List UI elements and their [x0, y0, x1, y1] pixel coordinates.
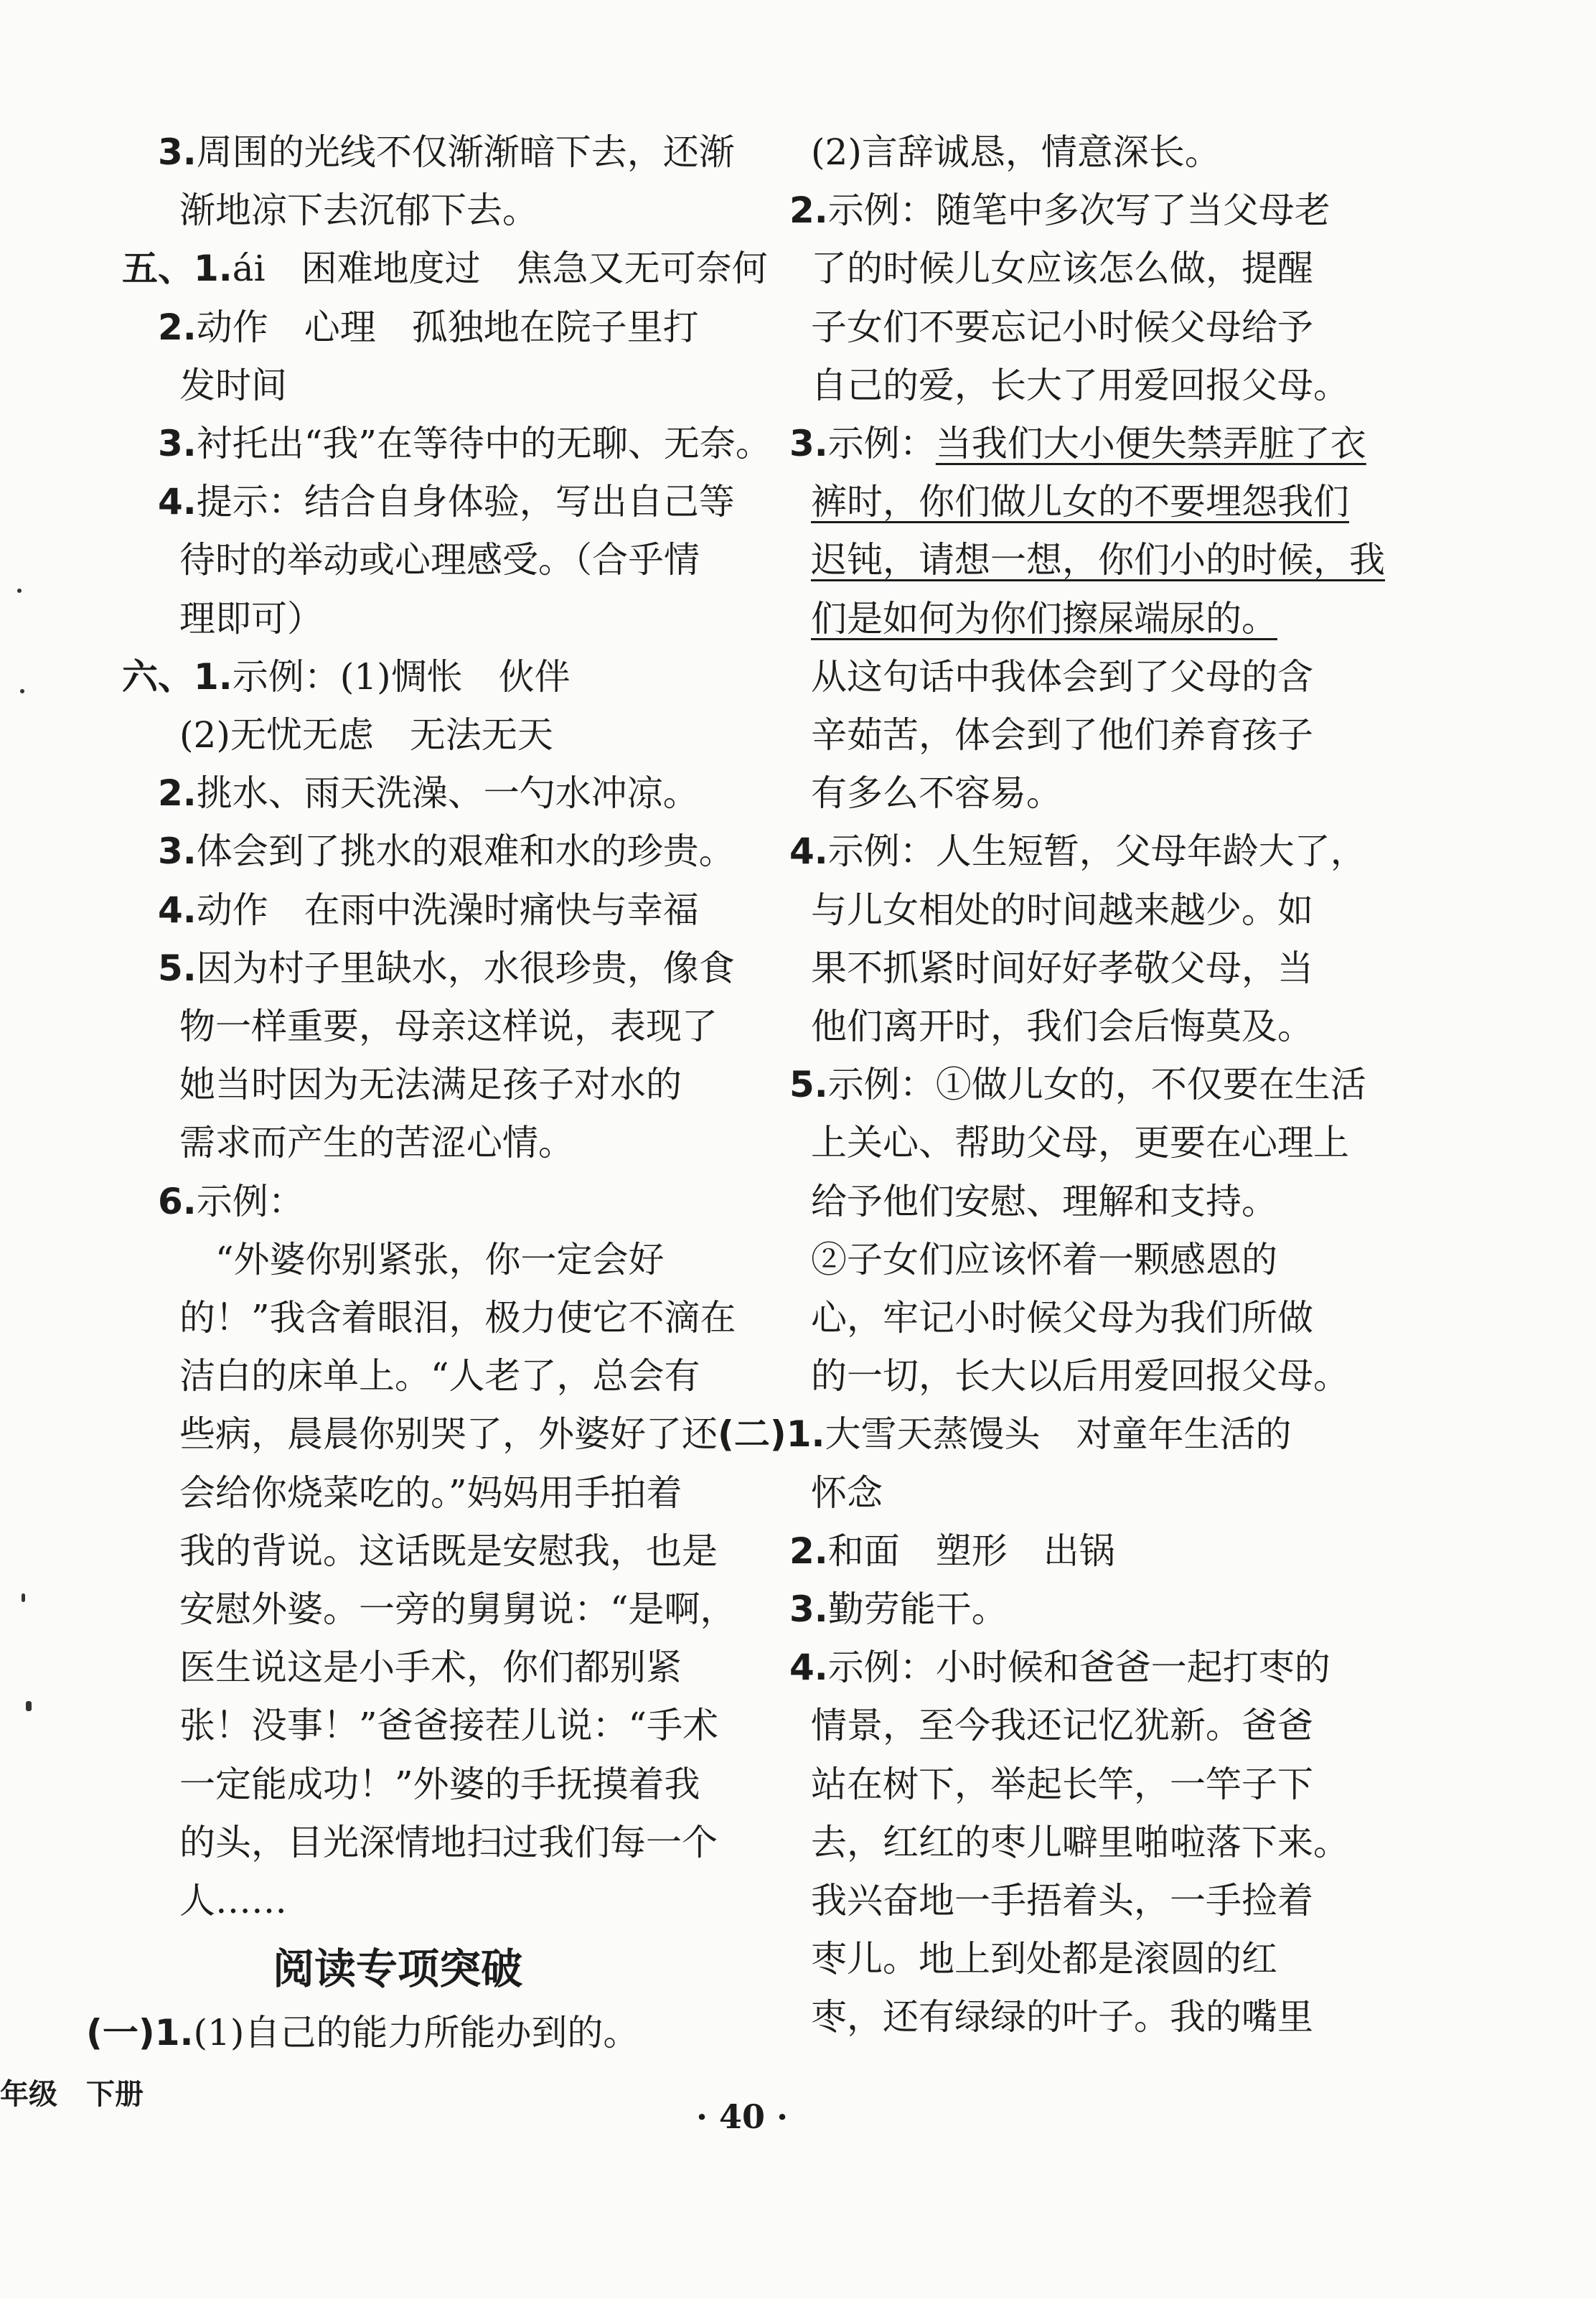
- answer-line: [179, 1062, 682, 1108]
- answer-text: 渐地凉下去沉郁下去。: [179, 189, 538, 232]
- answer-text: ái 困难地度过 焦急又无可奈何: [232, 248, 768, 290]
- answer-line: [179, 1586, 736, 1632]
- answer-line: [811, 945, 1313, 991]
- item-number: (一)1.: [86, 2012, 194, 2054]
- answer-text: 洁白的床单上。“人老了，总会有: [179, 1355, 700, 1397]
- answer-text: 示例：: [827, 423, 936, 464]
- item-number: 2.: [789, 1530, 828, 1572]
- answer-line: [158, 1179, 304, 1225]
- answer-line: [158, 887, 699, 933]
- answer-text: 自己的爱，长大了用爱回报父母。: [811, 364, 1349, 406]
- item-number: 2.: [158, 772, 197, 815]
- scan-speck: [17, 589, 22, 593]
- answer-line: [789, 828, 1366, 874]
- answer-line: [179, 1295, 736, 1341]
- answer-text: (2)言辞诚恳，情意深长。: [811, 131, 1221, 173]
- answer-text: 我兴奋地一手捂着头，一手捡着: [811, 1880, 1313, 1921]
- item-number: 六、1.: [122, 655, 233, 698]
- answer-line: [158, 945, 735, 991]
- answer-text: 去，红红的枣儿噼里啪啦落下来。: [811, 1821, 1349, 1863]
- answer-text: 示例：(1)惆怅 伙伴: [232, 655, 571, 698]
- answer-line: [158, 421, 771, 467]
- answer-line: [179, 1470, 682, 1516]
- answer-line: [179, 1528, 718, 1574]
- underlined-quote: 迟钝，请想一想，你们小的时候，我: [811, 539, 1385, 581]
- item-number: (二)1.: [718, 1413, 825, 1456]
- answer-line: [811, 1353, 1349, 1399]
- answer-text: 理即可）: [179, 597, 323, 640]
- answer-line: [811, 1878, 1313, 1924]
- answer-text: 心，牢记小时候父母为我们所做: [811, 1297, 1313, 1339]
- answer-text: 示例：人生短暂，父母年龄大了，: [827, 830, 1366, 873]
- item-number: 3.: [789, 1588, 828, 1630]
- answer-line: [789, 187, 1330, 233]
- page-number: · 40 ·: [696, 2097, 789, 2136]
- answer-line: [811, 1295, 1313, 1341]
- answer-line: [811, 654, 1313, 700]
- answer-text: 一定能成功！”外婆的手抚摸着我: [179, 1763, 700, 1805]
- answer-text: 动作 在雨中洗澡时痛快与幸福: [196, 889, 699, 931]
- underlined-quote: 裤时，你们做儿女的不要埋怨我们: [811, 481, 1349, 523]
- answer-line: [811, 1120, 1349, 1166]
- answer-line: [179, 1761, 700, 1807]
- answer-text: 她当时因为无法满足孩子对水的: [179, 1064, 682, 1106]
- item-number: 4.: [158, 889, 197, 931]
- answer-text: 人……: [179, 1880, 287, 1921]
- answer-line: [789, 421, 1366, 467]
- answer-line: [179, 1878, 287, 1924]
- item-number: 五、1.: [122, 248, 233, 290]
- answer-text: 待时的举动或心理感受。（合乎情: [179, 539, 700, 581]
- answer-line: [811, 1820, 1349, 1865]
- answer-text: 提示：结合自身体验，写出自己等: [196, 481, 735, 523]
- answer-line: [158, 770, 699, 816]
- answer-text: 有多么不容易。: [811, 772, 1062, 815]
- answer-line: [789, 1644, 1330, 1690]
- item-number: 4.: [789, 830, 828, 873]
- answer-line: [811, 1936, 1277, 1982]
- answer-text: 子女们不要忘记小时候父母给予: [811, 306, 1313, 348]
- answer-line: [811, 1179, 1277, 1225]
- answer-line: [811, 1470, 883, 1516]
- underlined-quote: 当我们大小便失禁弄脏了衣: [935, 423, 1366, 464]
- answer-line: [179, 187, 538, 233]
- answer-text: 了的时候儿女应该怎么做，提醒: [811, 248, 1313, 290]
- answer-text: 会给你烧菜吃的。”妈妈用手拍着: [179, 1471, 682, 1514]
- item-number: 2.: [789, 189, 828, 232]
- item-number: 4.: [789, 1647, 828, 1689]
- answer-text: (1)自己的能力所能办到的。: [193, 2012, 639, 2054]
- answer-text: 怀念: [811, 1471, 883, 1514]
- answer-text: 医生说这是小手术，你们都别紧: [179, 1647, 682, 1689]
- answer-line: [811, 1703, 1313, 1748]
- footer-grade-volume: 年级 下册: [0, 2078, 144, 2111]
- answer-text: (2)无忧无虑 无法无天: [179, 714, 553, 756]
- answer-text: 示例：: [196, 1180, 304, 1222]
- answer-line: [158, 479, 735, 525]
- answer-text: 动作 心理 孤独地在院子里打: [196, 306, 699, 348]
- answer-text: 给予他们安慰、理解和支持。: [811, 1180, 1277, 1222]
- answer-line: [158, 828, 735, 874]
- answer-line: [179, 1820, 718, 1865]
- answer-line: [811, 596, 1277, 642]
- answer-text: 物一样重要，母亲这样说，表现了: [179, 1006, 718, 1047]
- item-number: 5.: [158, 947, 197, 989]
- scan-speck: [26, 1701, 32, 1711]
- answer-text: 勤劳能干。: [827, 1588, 1008, 1630]
- scan-speck: [20, 689, 24, 693]
- item-number: 3.: [158, 423, 197, 464]
- answer-line: [811, 887, 1313, 933]
- answer-line: [179, 596, 323, 642]
- answer-text: 需求而产生的苦涩心情。: [179, 1122, 574, 1164]
- item-number: 3.: [789, 423, 828, 464]
- answer-line: [179, 1411, 718, 1457]
- answer-line: [179, 1120, 574, 1166]
- answer-text: 他们离开时，我们会后悔莫及。: [811, 1006, 1313, 1047]
- item-number: 3.: [158, 830, 197, 873]
- answer-line: [158, 129, 735, 175]
- item-number: 4.: [158, 481, 197, 523]
- answer-text: 示例：随笔中多次写了当父母老: [827, 189, 1330, 232]
- answer-line: [86, 2010, 639, 2056]
- answer-text: 挑水、雨天洗澡、一勺水冲凉。: [196, 772, 699, 815]
- answer-line: [789, 1062, 1366, 1108]
- answer-line: [811, 770, 1062, 816]
- answer-text: 因为村子里缺水，水很珍贵，像食: [196, 947, 735, 989]
- answer-text: 上关心、帮助父母，更要在心理上: [811, 1122, 1349, 1164]
- answer-text: 大雪天蒸馒头 对童年生活的: [825, 1413, 1292, 1456]
- answer-text: 果不抓紧时间好好孝敬父母，当: [811, 947, 1313, 989]
- answer-text: 张！没事！”爸爸接茬儿说：“手术: [179, 1705, 719, 1747]
- item-number: 6.: [158, 1180, 197, 1222]
- answer-text: 的一切，长大以后用爱回报父母。: [811, 1355, 1349, 1397]
- answer-line: [811, 1237, 1277, 1283]
- answer-text: 些病，晨晨你别哭了，外婆好了还: [179, 1413, 718, 1456]
- answer-text: “外婆你别紧张，你一定会好: [179, 1238, 665, 1280]
- answer-line: [811, 1761, 1313, 1807]
- answer-text: 周围的光线不仅渐渐暗下去，还渐: [196, 131, 735, 173]
- answer-text: 示例：小时候和爸爸一起打枣的: [827, 1647, 1330, 1689]
- answer-text: 衬托出“我”在等待中的无聊、无奈。: [196, 423, 771, 464]
- answer-text: 站在树下，举起长竿，一竿子下: [811, 1763, 1313, 1805]
- answer-line: [122, 654, 571, 700]
- answer-line: [179, 1237, 665, 1283]
- answer-line: [179, 1003, 718, 1049]
- answer-line: [789, 1528, 1115, 1574]
- answer-text: 枣，还有绿绿的叶子。我的嘴里: [811, 1996, 1313, 2038]
- answer-text: 体会到了挑水的艰难和水的珍贵。: [196, 830, 735, 873]
- answer-line: [179, 537, 700, 583]
- answer-text: 安慰外婆。一旁的舅舅说：“是啊，: [179, 1588, 736, 1630]
- answer-line: [179, 362, 287, 408]
- answer-line: [811, 245, 1313, 291]
- answer-text: 示例：①做儿女的，不仅要在生活: [827, 1064, 1366, 1106]
- answer-text: 情景，至今我还记忆犹新。爸爸: [811, 1705, 1313, 1747]
- scan-speck: [22, 1593, 25, 1602]
- item-number: 5.: [789, 1064, 828, 1106]
- answer-line: [811, 712, 1313, 758]
- answer-line: [811, 362, 1349, 408]
- answer-line: [122, 245, 768, 291]
- answer-line: [158, 304, 699, 350]
- answer-line: [811, 479, 1349, 525]
- answer-line: [811, 537, 1385, 583]
- answer-text: 和面 塑形 出锅: [827, 1530, 1115, 1572]
- answer-text: 辛茹苦，体会到了他们养育孩子: [811, 714, 1313, 756]
- answer-text: ②子女们应该怀着一颗感恩的: [811, 1238, 1277, 1280]
- answer-line: [179, 712, 553, 758]
- answer-line: [179, 1703, 718, 1748]
- answer-text: 我的背说。这话既是安慰我，也是: [179, 1530, 718, 1572]
- answer-text: 的！”我含着眼泪，极力使它不滴在: [179, 1297, 736, 1339]
- answer-line: [811, 1994, 1313, 2040]
- answer-line: [179, 1644, 682, 1690]
- answer-line: [789, 1586, 1008, 1632]
- section-heading: 阅读专项突破: [273, 1944, 523, 1993]
- answer-line: [179, 1353, 700, 1399]
- answer-text: 枣儿。地上到处都是滚圆的红: [811, 1938, 1277, 1980]
- item-number: 3.: [158, 131, 197, 173]
- answer-text: 的头，目光深情地扫过我们每一个: [179, 1821, 718, 1863]
- answer-line: [811, 304, 1313, 350]
- underlined-quote: 们是如何为你们擦屎端尿的。: [811, 597, 1277, 640]
- item-number: 2.: [158, 306, 197, 348]
- answer-text: 与儿女相处的时间越来越少。如: [811, 889, 1313, 931]
- answer-line: [811, 129, 1221, 175]
- answer-line: [718, 1411, 1292, 1457]
- answer-text: 从这句话中我体会到了父母的含: [811, 655, 1313, 698]
- answer-text: 发时间: [179, 364, 287, 406]
- answer-line: [811, 1003, 1313, 1049]
